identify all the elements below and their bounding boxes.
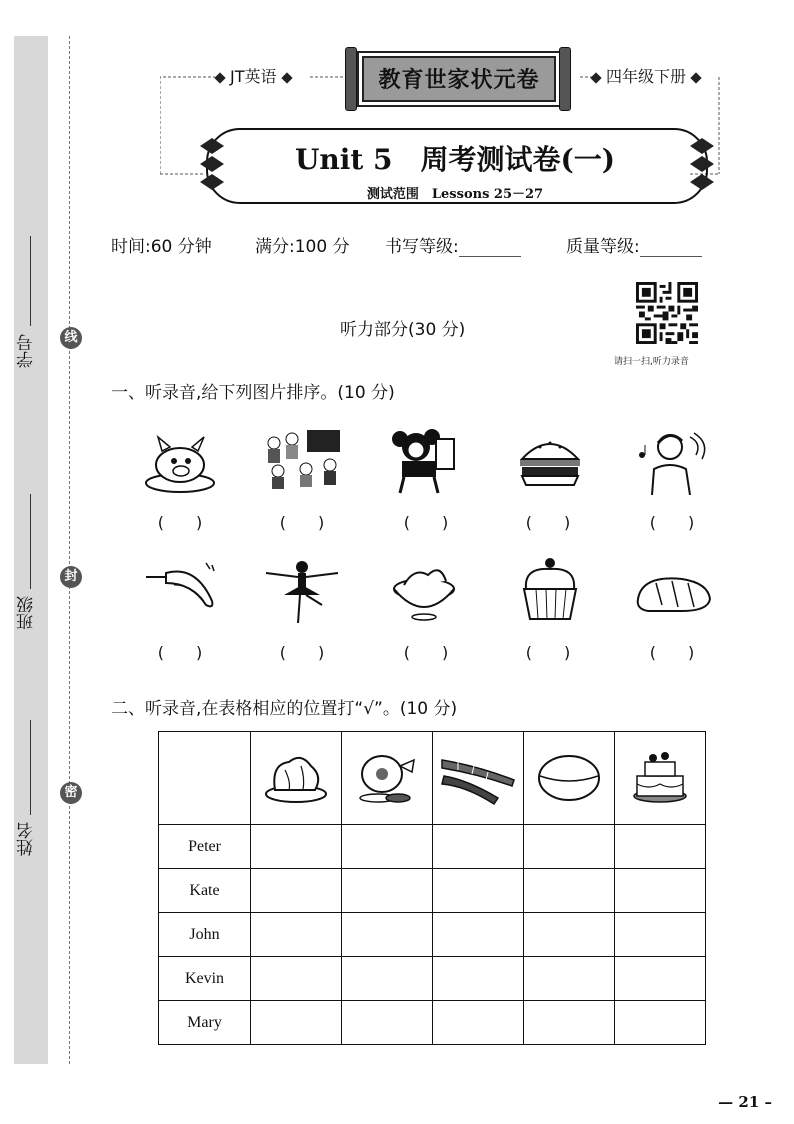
diamond-icon [281, 72, 292, 83]
cupcake-picture [510, 555, 590, 625]
check-cell[interactable] [433, 869, 524, 913]
table-row [159, 825, 706, 869]
q1-heading: 一、听录音,给下列图片排序。(10 分) [111, 383, 395, 403]
check-cell[interactable] [251, 1001, 342, 1045]
check-cell[interactable] [251, 869, 342, 913]
page-number: — 21 – [718, 1093, 772, 1111]
answer-blank-9[interactable]: ( ) [525, 643, 571, 662]
check-cell[interactable] [615, 1001, 706, 1045]
student-id-line [30, 236, 31, 326]
check-cell[interactable] [251, 825, 342, 869]
row-name: Peter [159, 825, 251, 869]
table-row [159, 957, 706, 1001]
q2-heading: 二、听录音,在表格相应的位置打“√”。(10 分) [111, 699, 458, 719]
check-cell[interactable] [524, 1001, 615, 1045]
check-cell[interactable] [524, 957, 615, 1001]
test-scope: 测试范围 Lessons 25－27 [366, 187, 544, 202]
children-picnic-picture [262, 425, 342, 495]
page-title: Unit 5 周考测试卷(一) [294, 143, 616, 176]
answer-blank-5[interactable]: ( ) [649, 513, 695, 532]
answer-blank-8[interactable]: ( ) [403, 643, 449, 662]
writing-grade: 书写等级: [385, 232, 521, 257]
table-row [159, 913, 706, 957]
qr-caption: 请扫一扫,听力录音 [614, 357, 689, 367]
header-frame-right [718, 70, 722, 180]
check-cell[interactable] [433, 825, 524, 869]
student-id-label: 学号 [17, 334, 37, 368]
sausage-on-fork-picture [140, 555, 220, 625]
header-cell-chicken [251, 732, 342, 825]
scroll-end-right [559, 47, 571, 111]
header-cell-cake [615, 732, 706, 825]
scroll-end-left [345, 47, 357, 111]
table-row [159, 869, 706, 913]
quality-grade-blank[interactable] [640, 236, 702, 257]
boy-singing-picture [632, 425, 712, 495]
answer-blank-1[interactable]: ( ) [157, 513, 203, 532]
answer-blank-10[interactable]: ( ) [649, 643, 695, 662]
row-name: Kevin [159, 957, 251, 1001]
check-cell[interactable] [251, 913, 342, 957]
check-cell[interactable] [251, 957, 342, 1001]
sausage-icon [438, 746, 518, 806]
series-banner [345, 47, 571, 109]
row-name: Kate [159, 869, 251, 913]
score-info: 满分:100 分 [255, 237, 350, 257]
writing-grade-blank[interactable] [459, 236, 521, 257]
check-cell[interactable] [524, 825, 615, 869]
check-cell[interactable] [524, 913, 615, 957]
check-cell[interactable] [433, 957, 524, 1001]
header-cell-bun [524, 732, 615, 825]
girl-drawing-picture [384, 425, 464, 495]
banner-plate [357, 51, 561, 107]
listening-heading: 听力部分(30 分) [340, 320, 466, 340]
grade-tag: 四年级下册 [586, 64, 706, 87]
class-label: 班级 [17, 596, 37, 630]
check-cell[interactable] [342, 957, 433, 1001]
chicken-bowl-picture [384, 555, 464, 625]
check-cell[interactable] [615, 957, 706, 1001]
table-row [159, 1001, 706, 1045]
chicken-icon [261, 746, 331, 806]
hamburger-picture [510, 425, 590, 495]
diamond-icon [590, 72, 601, 83]
check-cell[interactable] [615, 869, 706, 913]
check-cell[interactable] [342, 1001, 433, 1045]
quality-grade: 质量等级: [566, 232, 702, 257]
row-name: John [159, 913, 251, 957]
answer-blank-2[interactable]: ( ) [279, 513, 325, 532]
qr-code-icon[interactable] [636, 282, 698, 344]
bread-bun-icon [534, 746, 604, 806]
check-cell[interactable] [342, 913, 433, 957]
diamond-icon [214, 72, 225, 83]
answer-blank-6[interactable]: ( ) [157, 643, 203, 662]
check-cell[interactable] [433, 913, 524, 957]
check-cell[interactable] [433, 1001, 524, 1045]
table-header-row [159, 732, 706, 825]
seal-seal: 封 [60, 566, 82, 588]
series-name: 教育世家状元卷 [378, 68, 540, 93]
corner-cell [159, 732, 251, 825]
time-info: 时间:60 分钟 [111, 237, 212, 257]
check-cell[interactable] [524, 869, 615, 913]
check-cell[interactable] [342, 869, 433, 913]
check-cell[interactable] [615, 825, 706, 869]
diamond-icon [690, 72, 701, 83]
check-cell[interactable] [615, 913, 706, 957]
row-name: Mary [159, 1001, 251, 1045]
subject-tag: JT英语 [210, 64, 297, 87]
bread-picture [632, 555, 712, 625]
pig-picture [140, 425, 220, 495]
answer-table [158, 731, 706, 1045]
check-cell[interactable] [342, 825, 433, 869]
cake-icon [625, 746, 695, 806]
binding-strip [14, 36, 48, 1064]
cut-line [69, 36, 70, 1064]
ham-icon [352, 746, 422, 806]
name-line [30, 720, 31, 815]
answer-blank-7[interactable]: ( ) [279, 643, 325, 662]
seal-secret: 密 [60, 782, 82, 804]
name-label: 姓名 [17, 822, 37, 856]
seal-line: 线 [60, 327, 82, 349]
answer-blank-3[interactable]: ( ) [403, 513, 449, 532]
answer-blank-4[interactable]: ( ) [525, 513, 571, 532]
class-line [30, 494, 31, 589]
header-cell-sausage [433, 732, 524, 825]
ballet-dancer-picture [262, 555, 342, 625]
header-cell-ham [342, 732, 433, 825]
